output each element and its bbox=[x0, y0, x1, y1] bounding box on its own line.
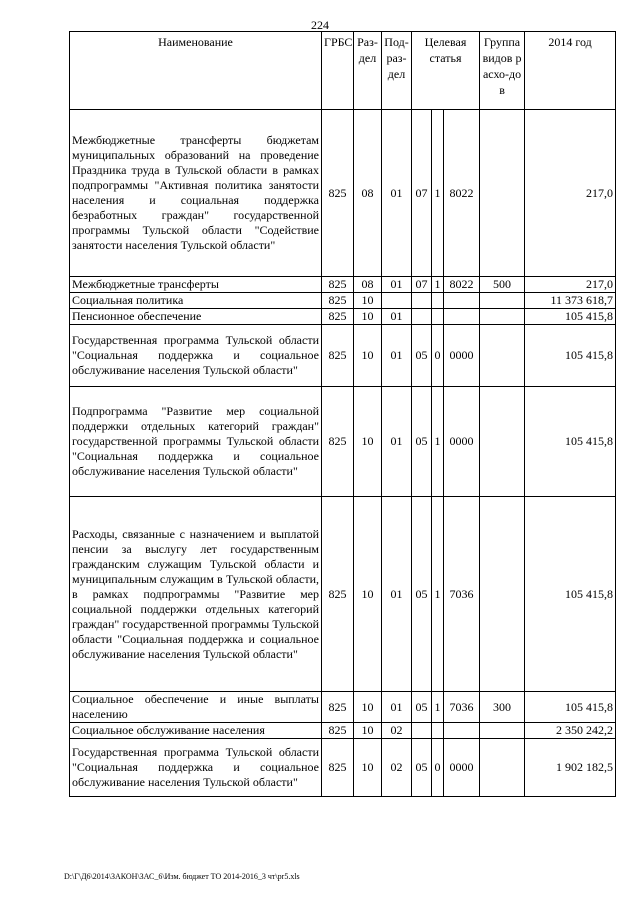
row-name: Социальное обеспечение и иные выплаты населению bbox=[70, 692, 322, 723]
table-row bbox=[70, 387, 616, 497]
row-target-direction: 8022 bbox=[444, 110, 480, 277]
row-podrazdel bbox=[382, 293, 412, 309]
row-expense-group: 300 bbox=[480, 692, 525, 723]
row-podrazdel: 01 bbox=[382, 110, 412, 277]
table-row bbox=[70, 497, 616, 692]
table-row bbox=[70, 277, 616, 293]
row-target-subprogram bbox=[432, 309, 444, 325]
file-path-footer: D:\Г\Д6\2014\ЗАКОН\ЗАС_6\Изм. бюджет ТО 2014-2016_3 чт\pr5.xls bbox=[64, 872, 300, 881]
row-grbs: 825 bbox=[322, 497, 354, 692]
row-target-subprogram bbox=[432, 723, 444, 739]
table-row bbox=[70, 739, 616, 797]
row-target-subprogram: 0 bbox=[432, 325, 444, 387]
row-expense-group bbox=[480, 309, 525, 325]
row-expense-group bbox=[480, 723, 525, 739]
row-grbs: 825 bbox=[322, 387, 354, 497]
row-name: Пенсионное обеспечение bbox=[70, 309, 322, 325]
header-target: Целевая статья bbox=[412, 32, 480, 110]
row-expense-group bbox=[480, 325, 525, 387]
row-target-program bbox=[412, 309, 432, 325]
row-expense-group bbox=[480, 387, 525, 497]
row-target-program: 05 bbox=[412, 497, 432, 692]
row-grbs: 825 bbox=[322, 277, 354, 293]
table-row bbox=[70, 325, 616, 387]
row-amount: 1 902 182,5 bbox=[525, 739, 616, 797]
row-target-subprogram: 1 bbox=[432, 277, 444, 293]
row-amount: 217,0 bbox=[525, 110, 616, 277]
row-name: Социальная политика bbox=[70, 293, 322, 309]
row-grbs: 825 bbox=[322, 723, 354, 739]
row-podrazdel: 01 bbox=[382, 309, 412, 325]
row-razdel: 10 bbox=[354, 309, 382, 325]
row-target-program: 05 bbox=[412, 692, 432, 723]
row-expense-group bbox=[480, 497, 525, 692]
row-podrazdel: 01 bbox=[382, 387, 412, 497]
row-target-program: 05 bbox=[412, 739, 432, 797]
table-header-row bbox=[70, 32, 616, 110]
row-name: Государственная программа Тульской области "Социальная поддержка и социальное обслуживание населения Тульской области" bbox=[70, 325, 322, 387]
table-row bbox=[70, 110, 616, 277]
table-body bbox=[70, 110, 616, 797]
row-target-direction: 0000 bbox=[444, 739, 480, 797]
row-target-direction bbox=[444, 723, 480, 739]
row-name: Подпрограмма "Развитие мер социальной поддержки отдельных категорий граждан" государственной программы Тульской области "Социальная поддержка и социальное обслуживание населения Тульской области" bbox=[70, 387, 322, 497]
row-amount: 105 415,8 bbox=[525, 497, 616, 692]
row-target-direction: 0000 bbox=[444, 325, 480, 387]
row-amount: 11 373 618,7 bbox=[525, 293, 616, 309]
row-name: Государственная программа Тульской области "Социальная поддержка и социальное обслуживание населения Тульской области" bbox=[70, 739, 322, 797]
row-name: Межбюджетные трансферты bbox=[70, 277, 322, 293]
row-podrazdel: 02 bbox=[382, 723, 412, 739]
row-name: Расходы, связанные с назначением и выплатой пенсии за выслугу лет государственным гражданским служащим Тульской области и муниципальным служащим в Тульской области, в рамках подпрограммы "Развитие мер социальной поддержки отдельных категорий граждан" государственной программы Тульской области "Социальная поддержка и социальное обслуживание населения Тульской области" bbox=[70, 497, 322, 692]
table-row bbox=[70, 692, 616, 723]
row-amount: 105 415,8 bbox=[525, 692, 616, 723]
row-grbs: 825 bbox=[322, 309, 354, 325]
header-group: Группа видов расхо-дов bbox=[480, 32, 525, 110]
row-razdel: 08 bbox=[354, 277, 382, 293]
row-podrazdel: 02 bbox=[382, 739, 412, 797]
budget-table bbox=[69, 31, 616, 797]
row-name: Межбюджетные трансферты бюджетам муниципальных образований на проведение Праздника труда в Тульской области в рамках подпрограммы "Активная политика занятости населения и социальная поддержка безработных граждан" государственной программы Тульской области "Содействие занятости населения Тульской области" bbox=[70, 110, 322, 277]
row-expense-group bbox=[480, 110, 525, 277]
table-row bbox=[70, 723, 616, 739]
row-target-program bbox=[412, 723, 432, 739]
row-podrazdel: 01 bbox=[382, 325, 412, 387]
row-target-program: 07 bbox=[412, 110, 432, 277]
row-target-subprogram: 1 bbox=[432, 110, 444, 277]
row-amount: 105 415,8 bbox=[525, 309, 616, 325]
row-podrazdel: 01 bbox=[382, 692, 412, 723]
row-amount: 217,0 bbox=[525, 277, 616, 293]
row-amount: 105 415,8 bbox=[525, 325, 616, 387]
row-razdel: 10 bbox=[354, 293, 382, 309]
row-target-direction bbox=[444, 293, 480, 309]
header-name: Наименование bbox=[70, 32, 322, 110]
row-target-direction: 0000 bbox=[444, 387, 480, 497]
row-razdel: 10 bbox=[354, 387, 382, 497]
row-grbs: 825 bbox=[322, 739, 354, 797]
row-name: Социальное обслуживание населения bbox=[70, 723, 322, 739]
row-target-direction bbox=[444, 309, 480, 325]
row-grbs: 825 bbox=[322, 692, 354, 723]
row-target-direction: 7036 bbox=[444, 497, 480, 692]
row-razdel: 10 bbox=[354, 723, 382, 739]
row-target-subprogram: 0 bbox=[432, 739, 444, 797]
row-podrazdel: 01 bbox=[382, 277, 412, 293]
row-expense-group bbox=[480, 293, 525, 309]
row-target-direction: 7036 bbox=[444, 692, 480, 723]
row-target-program bbox=[412, 293, 432, 309]
row-target-subprogram: 1 bbox=[432, 387, 444, 497]
row-grbs: 825 bbox=[322, 110, 354, 277]
row-target-subprogram: 1 bbox=[432, 497, 444, 692]
row-target-subprogram bbox=[432, 293, 444, 309]
row-amount: 2 350 242,2 bbox=[525, 723, 616, 739]
row-target-program: 07 bbox=[412, 277, 432, 293]
row-expense-group: 500 bbox=[480, 277, 525, 293]
row-razdel: 10 bbox=[354, 497, 382, 692]
row-razdel: 10 bbox=[354, 739, 382, 797]
header-podrazdel: Под-раз-дел bbox=[382, 32, 412, 110]
row-razdel: 10 bbox=[354, 692, 382, 723]
header-razdel: Раз-дел bbox=[354, 32, 382, 110]
row-target-direction: 8022 bbox=[444, 277, 480, 293]
row-target-program: 05 bbox=[412, 387, 432, 497]
table-row bbox=[70, 293, 616, 309]
row-grbs: 825 bbox=[322, 293, 354, 309]
row-expense-group bbox=[480, 739, 525, 797]
row-razdel: 10 bbox=[354, 325, 382, 387]
row-podrazdel: 01 bbox=[382, 497, 412, 692]
row-target-program: 05 bbox=[412, 325, 432, 387]
header-year: 2014 год bbox=[525, 32, 616, 110]
table-row bbox=[70, 309, 616, 325]
row-grbs: 825 bbox=[322, 325, 354, 387]
row-razdel: 08 bbox=[354, 110, 382, 277]
page-number: 224 bbox=[311, 18, 329, 32]
header-grbs: ГРБС bbox=[322, 32, 354, 110]
row-target-subprogram: 1 bbox=[432, 692, 444, 723]
row-amount: 105 415,8 bbox=[525, 387, 616, 497]
